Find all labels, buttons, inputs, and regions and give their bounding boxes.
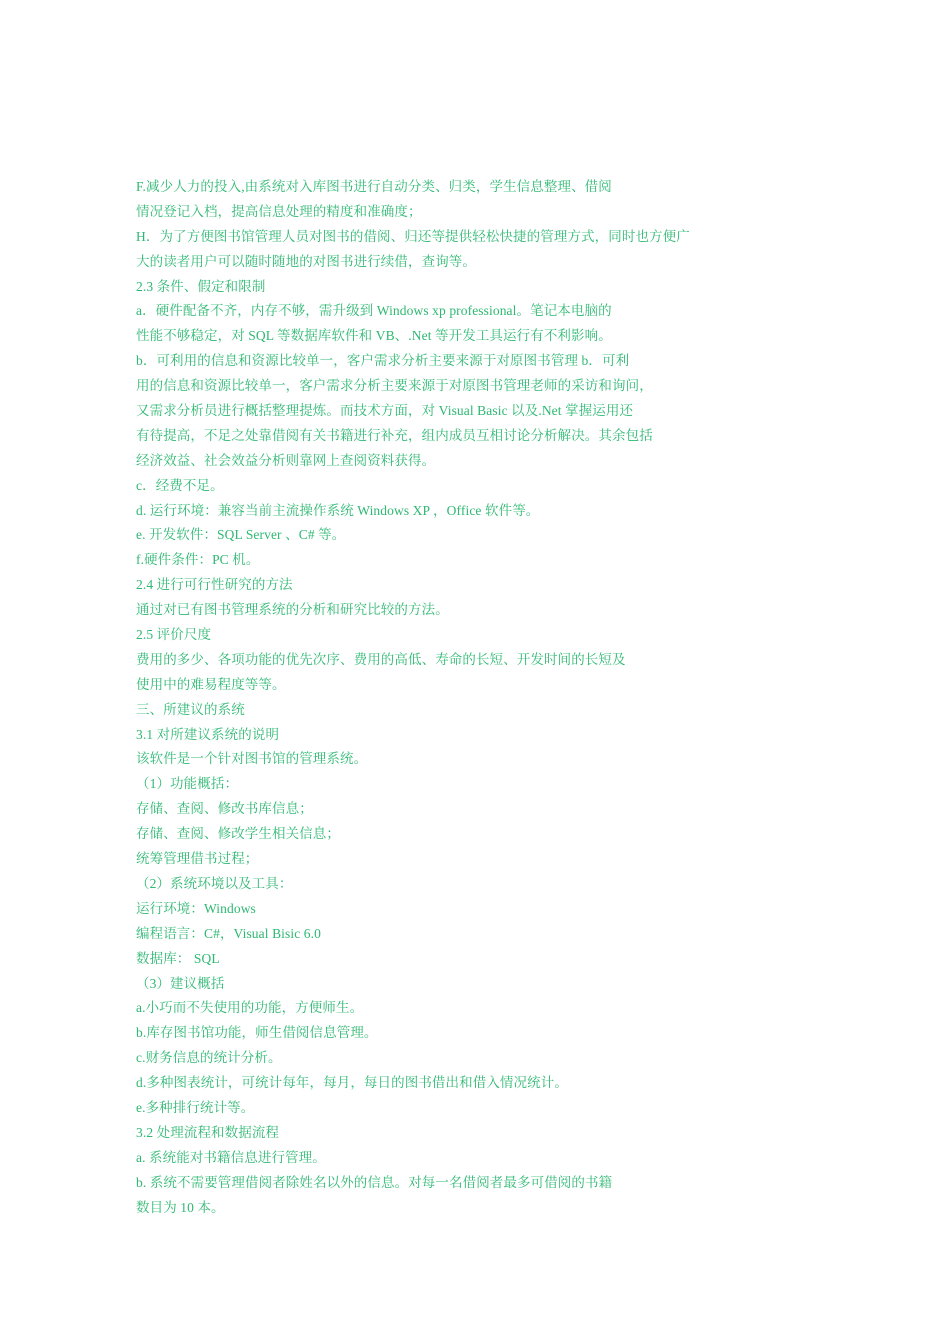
text-line: 性能不够稳定，对 SQL 等数据库软件和 VB、.Net 等开发工具运行有不利影响。 [136,328,612,344]
text-line: 该软件是一个针对图书馆的管理系统。 [136,751,368,767]
document-body [136,175,796,1220]
text-line: f.硬件条件：PC 机。 [136,552,260,568]
text-line: 经济效益、社会效益分析则靠网上查阅资料获得。 [136,452,436,468]
text-line: （2）系统环境以及工具： [136,875,293,891]
text-line: c.财务信息的统计分析。 [136,1050,282,1066]
text-line: a．硬件配备不齐，内存不够，需升级到 Windows xp professional。笔记本电脑的 [136,303,612,319]
text-line: d.多种图表统计，可统计每年，每月，每日的图书借出和借入情况统计。 [136,1075,568,1091]
text-line: （3）建议概括 [136,975,225,991]
text-line: e. 开发软件：SQL Server 、C# 等。 [136,527,346,543]
text-line: （1）功能概括： [136,776,239,792]
text-line: a. 系统能对书籍信息进行管理。 [136,1149,326,1165]
text-line: H．为了方便图书馆管理人员对图书的借阅、归还等提供轻松快捷的管理方式，同时也方便广 [136,228,690,244]
text-line: 存储、查阅、修改书库信息； [136,801,313,817]
text-line: c．经费不足。 [136,477,224,493]
text-line: 使用中的难易程度等等。 [136,676,286,692]
text-line: 大的读者用户可以随时随地的对图书进行续借，查询等。 [136,253,476,269]
text-line: d. 运行环境：兼容当前主流操作系统 Windows XP ，Office 软件等。 [136,502,540,518]
text-line: 存储、查阅、修改学生相关信息； [136,826,340,842]
text-line: 三、所建议的系统 [136,701,245,717]
text-line: 2.5 评价尺度 [136,627,212,643]
text-line: 运行环境：Windows [136,900,256,916]
text-line: 通过对已有图书管理系统的分析和研究比较的方法。 [136,602,449,618]
text-line: 情况登记入档，提高信息处理的精度和准确度； [136,203,422,219]
text-line: F.减少人力的投入,由系统对入库图书进行自动分类、归类，学生信息整理、借阅 [136,179,612,194]
text-line: b．可利用的信息和资源比较单一，客户需求分析主要来源于对原图书管理 b．可利 [136,353,630,369]
text-line: 2.3 条件、假定和限制 [136,278,266,294]
text-line: 数据库： SQL [136,950,220,966]
text-line: 2.4 进行可行性研究的方法 [136,577,293,593]
text-line: b.库存图书馆功能，师生借阅信息管理。 [136,1025,378,1041]
text-line: 3.2 处理流程和数据流程 [136,1124,280,1140]
text-line: 有待提高，不足之处靠借阅有关书籍进行补充，组内成员互相讨论分析解决。其余包括 [136,427,653,443]
text-line: 用的信息和资源比较单一，客户需求分析主要来源于对原图书管理老师的采访和询问， [136,378,653,394]
text-line: 统筹管理借书过程； [136,851,259,867]
text-line: b. 系统不需要管理借阅者除姓名以外的信息。对每一名借阅者最多可借阅的书籍 [136,1174,613,1190]
text-line: e.多种排行统计等。 [136,1099,255,1115]
text-line: 数目为 10 本。 [136,1199,225,1215]
text-line: 编程语言：C#，Visual Bisic 6.0 [136,925,321,941]
text-line: 费用的多少、各项功能的优先次序、费用的高低、寿命的长短、开发时间的长短及 [136,651,626,667]
text-line: 又需求分析员进行概括整理提炼。而技术方面，对 Visual Basic 以及.Net 掌握运用还 [136,403,634,419]
text-line: 3.1 对所建议系统的说明 [136,726,280,742]
text-line: a.小巧而不失使用的功能，方便师生。 [136,1000,364,1016]
